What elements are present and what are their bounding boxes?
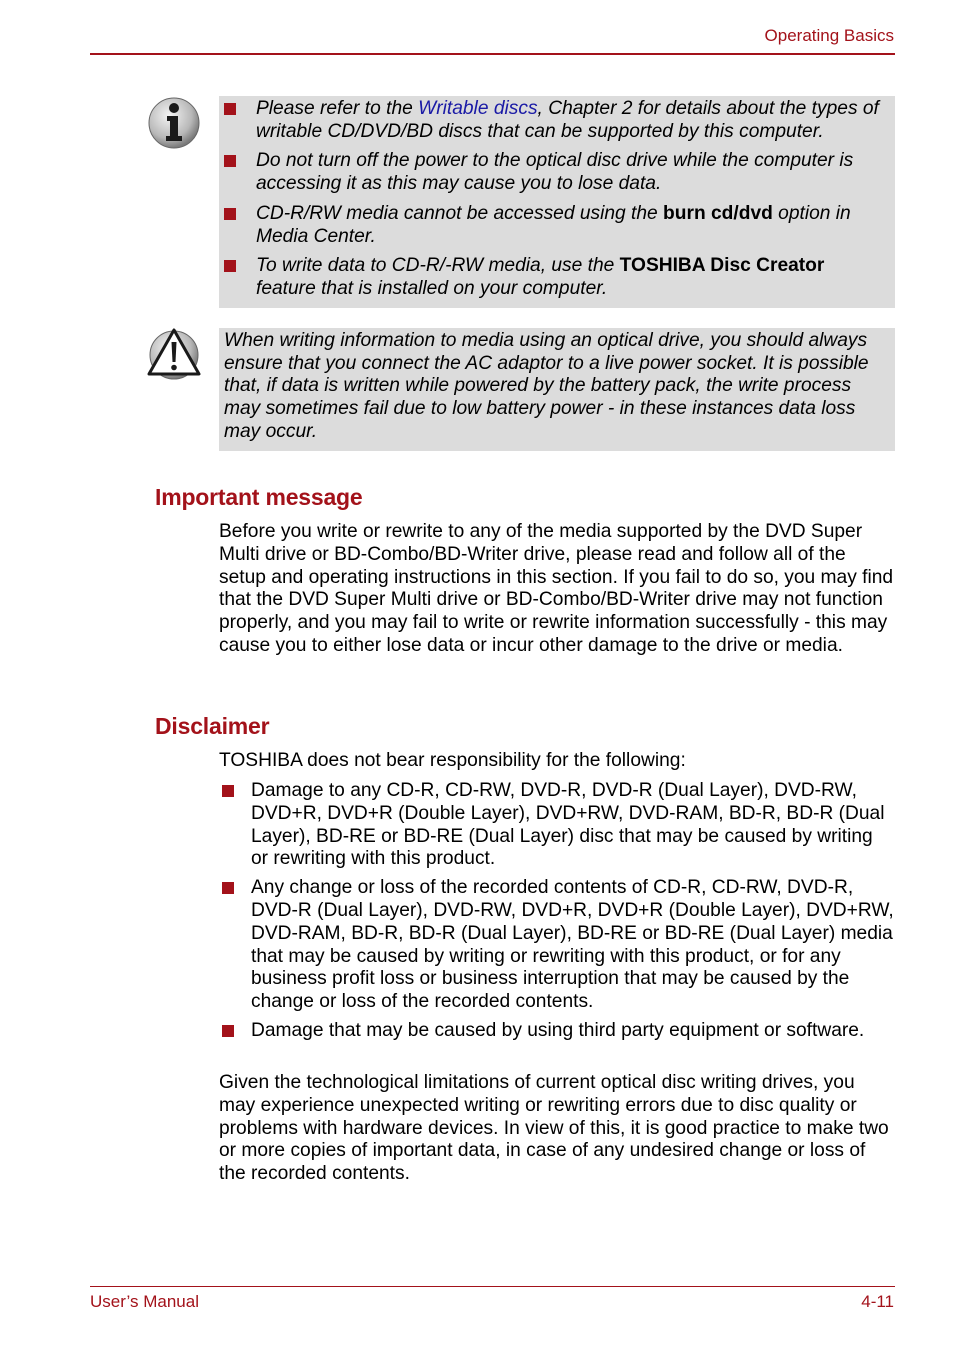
note-text: feature that is installed on your computer. — [256, 277, 608, 299]
warning-icon — [147, 326, 203, 382]
list-item-text: Damage to any CD-R, CD-RW, DVD-R, DVD-R (Dual Layer), DVD-RW, DVD+R, DVD+R (Double Layer), DVD+RW, DVD-RAM, BD-R, BD-R (Dual Layer), BD-RE or BD-RE (Dual Layer) disc that may be caused by writing or rewriting with this product. — [251, 780, 885, 870]
bullet-square-icon — [224, 155, 236, 167]
disclaimer-intro: TOSHIBA does not bear responsibility for the following: — [219, 750, 686, 771]
info-note — [219, 96, 895, 308]
disclaimer-closing: Given the technological limitations of current optical disc writing drives, you may experience unexpected writing or rewriting errors due to disc quality or problems with hardware devices. In view of this, it is good practice to make two or more copies of important data, in case of any undesired change or loss of the recorded contents. — [219, 1072, 889, 1185]
list-item — [219, 780, 895, 871]
page-number: 4-11 — [861, 1292, 894, 1311]
header-rule — [90, 53, 895, 55]
important-message-body: Before you write or rewrite to any of the media supported by the DVD Super Multi drive or BD-Combo/BD-Writer drive, please read and follow all of the setup and operating instructions in this section. If you fail to do so, you may find that the DVD Super Multi drive or BD-Combo/BD-Writer drive may not function properly, and you may fail to write or rewrite information successfully - this may cause you to either lose data or incur other damage to the drive or media. — [219, 521, 894, 656]
bullet-square-icon — [224, 208, 236, 220]
note-text: option in Media Center. — [256, 202, 851, 247]
note-text: Please refer to the — [256, 98, 419, 119]
writable-discs-link[interactable]: Writable discs — [418, 98, 538, 119]
note-text: Do not turn off the power to the optical disc drive while the computer is accessing it as this may cause you to lose data. — [256, 150, 854, 195]
note-text: CD-R/RW media cannot be accessed using the — [256, 202, 664, 224]
bullet-square-icon — [222, 1025, 234, 1037]
list-item — [219, 203, 887, 248]
list-item-text: Damage that may be caused by using third party equipment or software. — [251, 1019, 865, 1041]
list-item — [219, 255, 887, 300]
list-item — [219, 877, 895, 1014]
footer-manual-title: User’s Manual — [90, 1292, 199, 1311]
list-item — [219, 1020, 895, 1043]
warning-text: When writing information to media using an optical drive, you should always ensure that you connect the AC adaptor to a live power socket. It is possible that, if data is written while powered by the battery pack, the write process may sometimes fail due to low battery power - in these instances data loss may occur. — [224, 330, 869, 442]
note-text: , Chapter 2 for details about the types of writable CD/DVD/BD discs that can be supported by this computer. — [256, 98, 879, 142]
list-item — [219, 150, 887, 195]
info-icon — [147, 96, 203, 152]
warning-note — [219, 328, 895, 451]
disclaimer-list — [219, 780, 895, 1049]
list-item-text: Any change or loss of the recorded contents of CD-R, CD-RW, DVD-R, DVD-R (Dual Layer), DVD-RW, DVD+R, DVD+R (Double Layer), DVD+RW, DVD-RAM, BD-R, BD-R (Dual Layer), BD-RE or BD-RE (Dual Layer) media that may be caused by writing or rewriting with this product, or for any business profit loss or business interruption that may be caused by the change or loss of the recorded contents. — [251, 877, 894, 1013]
bullet-square-icon — [224, 103, 236, 115]
disc-creator-label: TOSHIBA Disc Creator — [619, 255, 825, 277]
footer-rule — [90, 1286, 895, 1287]
list-item — [219, 98, 887, 143]
bullet-square-icon — [224, 260, 236, 272]
bullet-square-icon — [222, 785, 234, 797]
bullet-square-icon — [222, 882, 234, 894]
important-message-heading: Important message — [155, 484, 363, 510]
note-text: To write data to CD-R/-RW media, use the — [256, 255, 620, 277]
running-header: Operating Basics — [764, 26, 894, 45]
disclaimer-heading: Disclaimer — [155, 713, 270, 739]
burn-cd-dvd-label: burn cd/dvd — [663, 202, 773, 224]
